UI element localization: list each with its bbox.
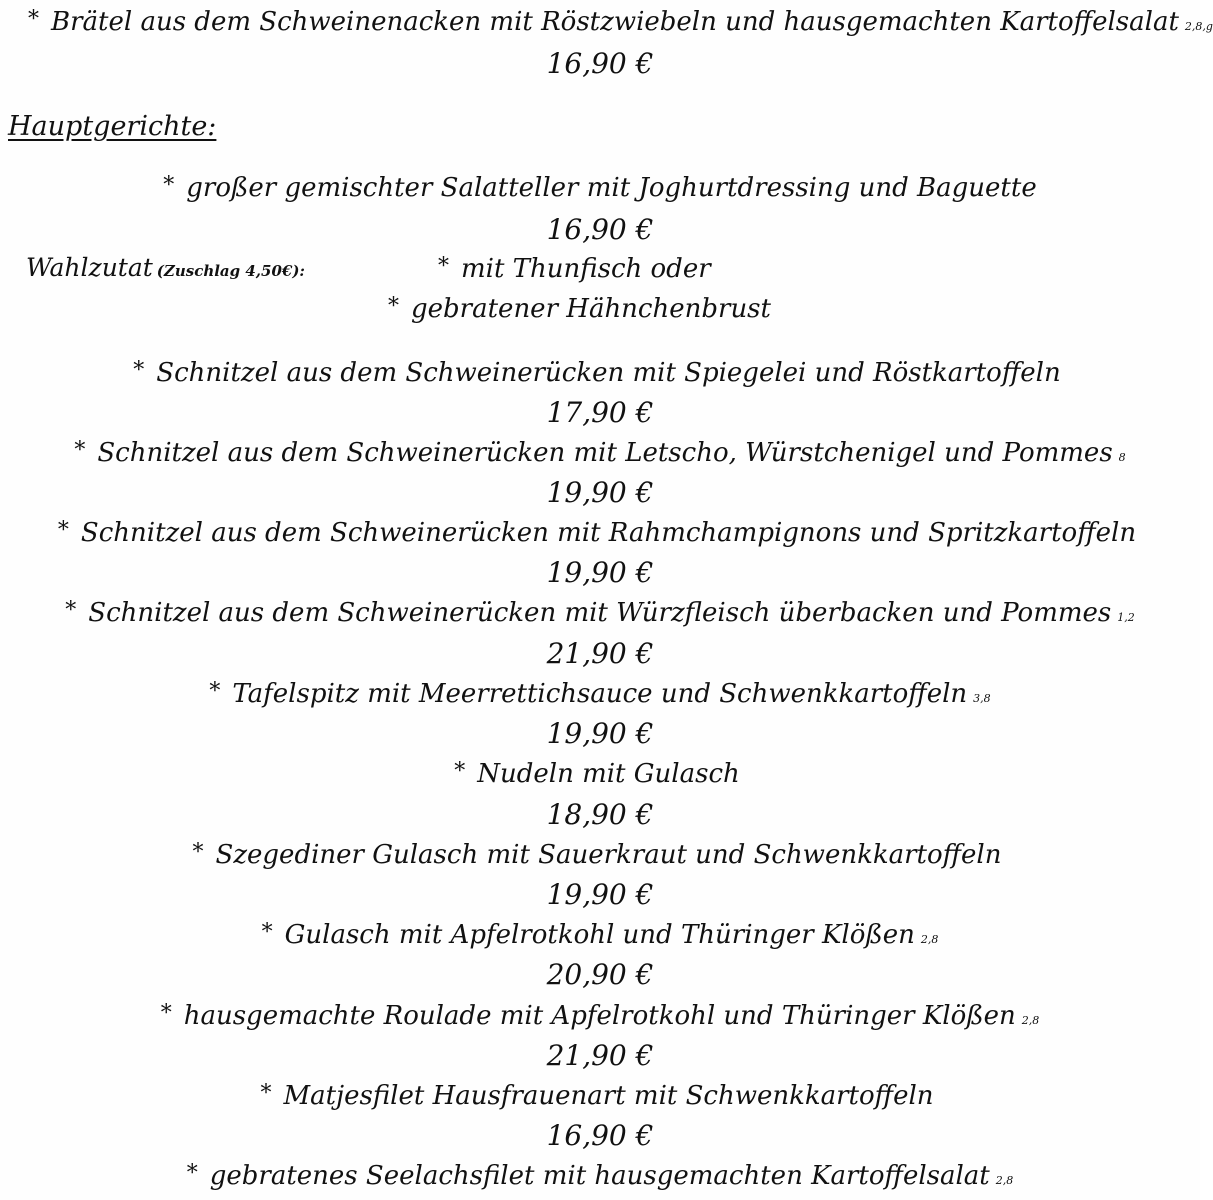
- menu-item-price: 19,90 €: [546, 717, 654, 750]
- menu-item-salad: [0, 172, 1200, 206]
- allergen-note: 2,8,g: [1184, 20, 1213, 33]
- menu-item-price: 19,90 €: [546, 878, 654, 911]
- menu-item: [0, 357, 1200, 394]
- menu-item-name: Schnitzel aus dem Schweinerücken mit Rahmchampignons und Spritzkartoffeln: [80, 518, 1137, 548]
- menu-item: [0, 758, 1200, 795]
- bullet-star-icon: *: [163, 173, 175, 198]
- wahlzutat-label: [26, 253, 305, 282]
- bullet-star-icon: *: [186, 1161, 198, 1186]
- menu-item: [0, 678, 1200, 715]
- bullet-star-icon: *: [57, 518, 69, 543]
- bullet-star-icon: *: [454, 759, 466, 784]
- option-text: mit Thunfisch oder: [461, 254, 711, 284]
- bullet-star-icon: *: [133, 358, 145, 383]
- menu-item: [0, 517, 1200, 554]
- menu-item: [0, 839, 1200, 876]
- wahlzutat-option: [438, 253, 711, 287]
- menu-item-price: 17,90 €: [546, 396, 654, 429]
- menu-item-name: Schnitzel aus dem Schweinerücken mit Würzfleisch überbacken und Pommes: [88, 598, 1112, 628]
- menu-item-price: 19,90 €: [546, 556, 654, 589]
- bullet-star-icon: *: [261, 920, 273, 945]
- menu-item-price: 16,90 €: [546, 47, 654, 80]
- wahlzutat-option: [388, 293, 771, 327]
- bullet-star-icon: *: [388, 294, 399, 319]
- menu-item-name: Tafelspitz mit Meerrettichsauce und Schwenkkartoffeln: [232, 679, 968, 709]
- bullet-star-icon: *: [192, 840, 204, 865]
- menu-item: [0, 437, 1200, 474]
- menu-item-name: Szegediner Gulasch mit Sauerkraut und Schwenkkartoffeln: [215, 840, 1002, 870]
- menu-item-name: gebratenes Seelachsfilet mit hausgemachten Kartoffelsalat: [209, 1161, 990, 1191]
- menu-item-name: Brätel aus dem Schweinenacken mit Röstzwiebeln und hausgemachten Kartoffelsalat: [51, 7, 1179, 37]
- menu-item-name: hausgemachte Roulade mit Apfelrotkohl und Thüringer Klößen: [183, 1001, 1016, 1031]
- section-heading: Hauptgerichte:: [8, 111, 217, 142]
- menu-item-name: Schnitzel aus dem Schweinerücken mit Spiegelei und Röstkartoffeln: [156, 358, 1061, 388]
- menu-item: [0, 1080, 1200, 1117]
- menu-item-price: 21,90 €: [546, 1039, 654, 1072]
- bullet-star-icon: *: [438, 254, 449, 279]
- menu-item-price: 19,90 €: [546, 476, 654, 509]
- menu-item: [0, 597, 1200, 634]
- bullet-star-icon: *: [260, 1081, 272, 1106]
- bullet-star-icon: *: [209, 679, 221, 704]
- allergen-note: 2,8: [920, 933, 939, 946]
- menu-item: [0, 1000, 1200, 1037]
- allergen-note: 8: [1118, 451, 1126, 464]
- menu-item-braetel: [28, 6, 1213, 43]
- allergen-note: 1,2: [1117, 611, 1135, 624]
- menu-item: [0, 1160, 1200, 1197]
- wahlzutat-surcharge: (Zuschlag 4,50€):: [156, 262, 305, 280]
- menu-item-name: Matjesfilet Hausfrauenart mit Schwenkkartoffeln: [283, 1081, 934, 1111]
- menu-item-price: 18,90 €: [546, 798, 654, 831]
- bullet-star-icon: *: [28, 7, 39, 32]
- menu-item-price: 20,90 €: [546, 958, 654, 991]
- menu-item-price: 16,90 €: [546, 213, 654, 246]
- allergen-note: 2,8: [1021, 1014, 1040, 1027]
- menu-item-price: 21,90 €: [546, 637, 654, 670]
- menu-item-name: Schnitzel aus dem Schweinerücken mit Letscho, Würstchenigel und Pommes: [97, 438, 1113, 468]
- wahlzutat-title: Wahlzutat: [26, 253, 153, 282]
- option-text: gebratener Hähnchenbrust: [411, 294, 771, 324]
- bullet-star-icon: *: [65, 598, 77, 623]
- bullet-star-icon: *: [160, 1001, 172, 1026]
- menu-item-name: großer gemischter Salatteller mit Joghurtdressing und Baguette: [186, 173, 1037, 203]
- bullet-star-icon: *: [74, 438, 86, 463]
- menu-item-price: 16,90 €: [546, 1119, 654, 1152]
- allergen-note: 3,8: [973, 692, 991, 705]
- menu-item-name: Nudeln mit Gulasch: [477, 759, 740, 789]
- menu-item-name: Gulasch mit Apfelrotkohl und Thüringer Klößen: [284, 920, 915, 950]
- menu-item: [0, 919, 1200, 956]
- allergen-note: 2,8: [995, 1174, 1014, 1187]
